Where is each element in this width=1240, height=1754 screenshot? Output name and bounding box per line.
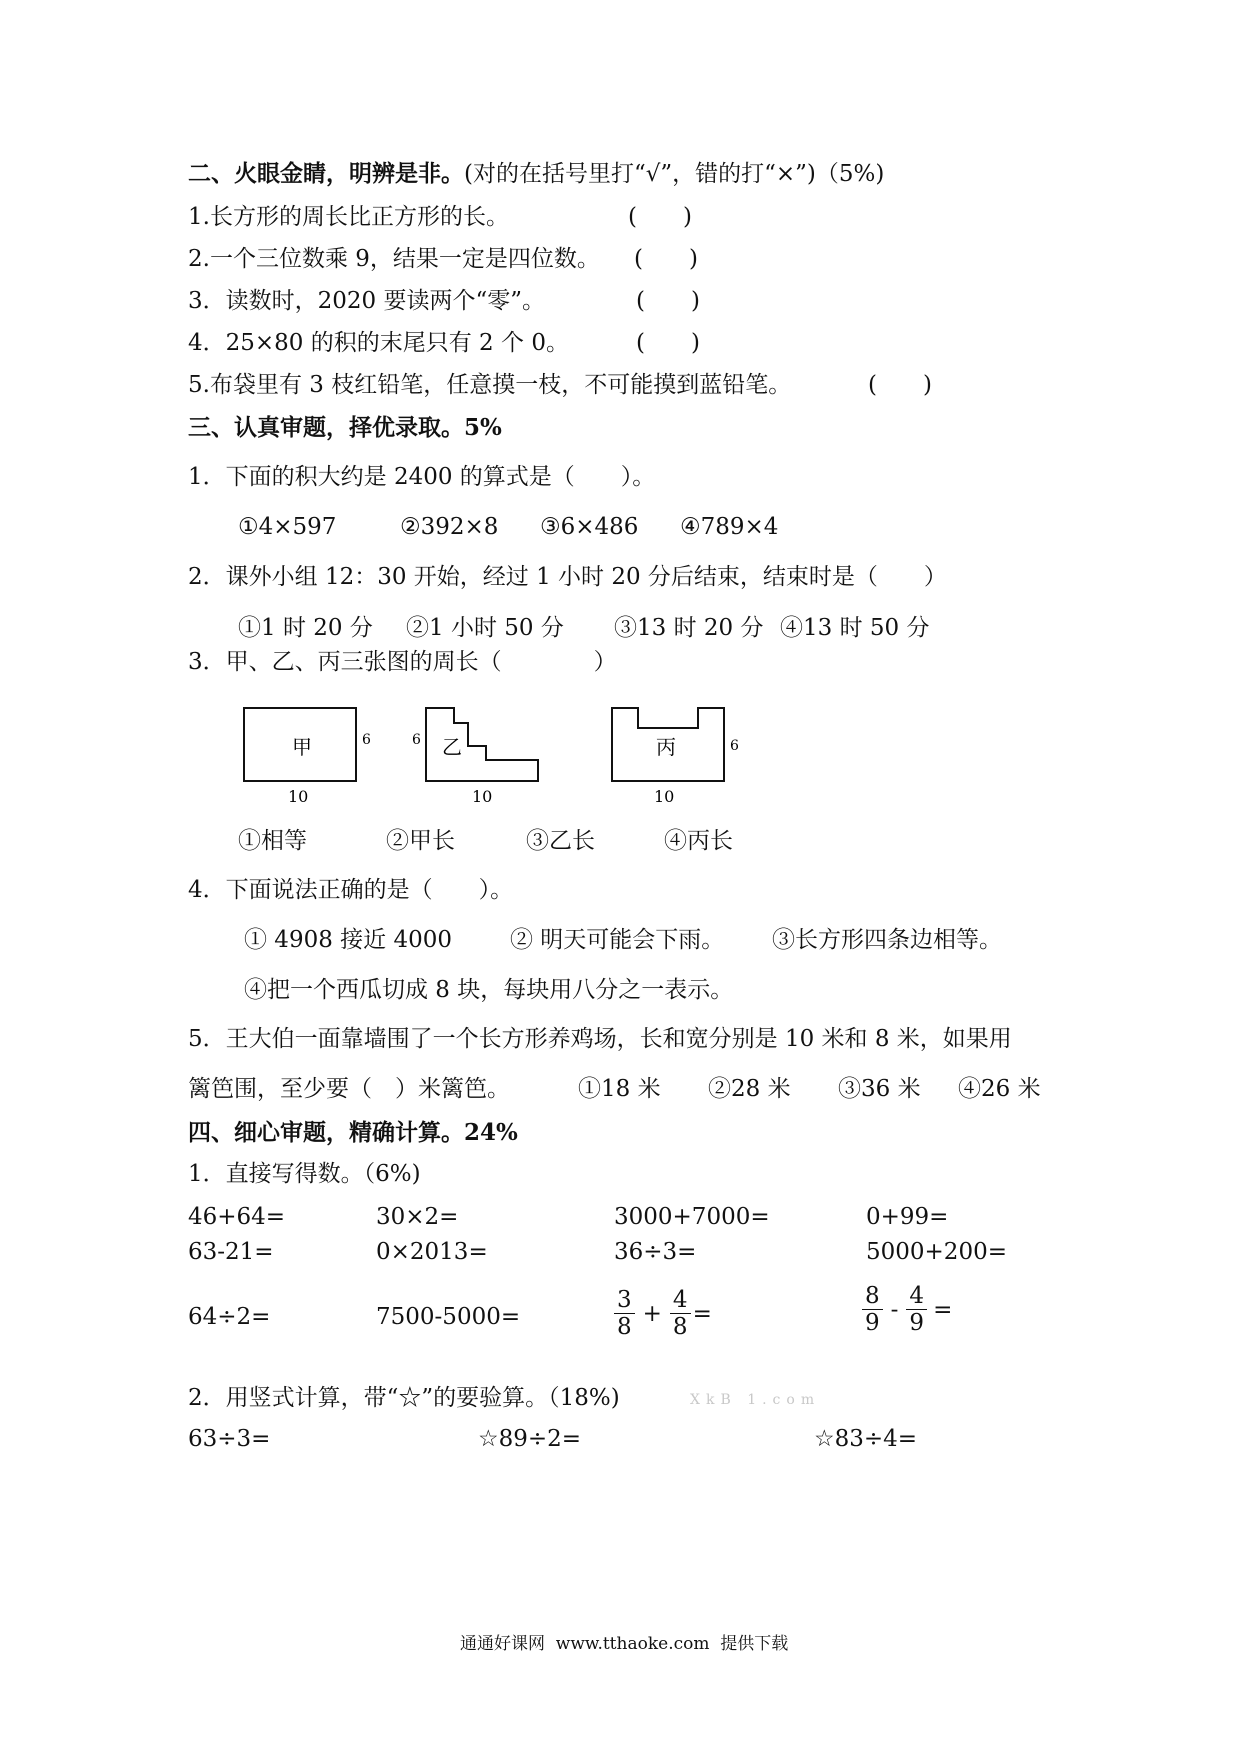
- fraction-b-1: $\frac{8}{9}$: [862, 1284, 883, 1335]
- tf-item-1: 1.长方形的周长比正方形的长。: [188, 204, 509, 230]
- calc-part-2-title: 2．用竖式计算，带“☆”的要验算。（18%): [188, 1385, 620, 1411]
- mc-q4-option-2: ② 明天可能会下雨。: [510, 927, 725, 953]
- section-2-heading: [188, 160, 884, 188]
- section-2-note: (对的在括号里打“√”，错的打“×”)（5%): [464, 161, 885, 187]
- mc-q3-stem: 3．甲、乙、丙三张图的周长（ ）: [188, 649, 617, 675]
- calc-part-1-title: 1．直接写得数。（6%): [188, 1161, 421, 1187]
- tf-blank-3: ( ): [636, 288, 700, 314]
- mc-q5-option-4: ④26 米: [958, 1076, 1041, 1102]
- vertical-calc-1: 63÷3=: [188, 1426, 271, 1452]
- calc-fraction-sum: $\frac{3}{8}$ + $\frac{4}{8}$ =: [614, 1288, 720, 1339]
- mc-q3-option-2: ②甲长: [386, 828, 455, 854]
- mc-q2-option-2: ②1 小时 50 分: [406, 615, 564, 641]
- mc-q2-option-3: ③13 时 20 分: [614, 615, 764, 641]
- figure-jia: [230, 700, 380, 816]
- watermark: XkB 1.com: [690, 1392, 821, 1408]
- mc-q4-option-4: ④把一个西瓜切成 8 块，每块用八分之一表示。: [244, 977, 734, 1003]
- figure-yi-label: 乙: [442, 735, 462, 759]
- mc-q4-stem: 4．下面说法正确的是（ ）。: [188, 877, 514, 903]
- mc-q3-option-3: ③乙长: [526, 828, 595, 854]
- mc-q1-option-3: ③6×486: [540, 514, 639, 540]
- mc-q3-option-1: ①相等: [238, 828, 307, 854]
- mc-q1-option-4: ④789×4: [680, 514, 779, 540]
- mc-q5-option-3: ③36 米: [838, 1076, 921, 1102]
- figure-jia-width: 10: [288, 787, 309, 806]
- mc-q5-option-2: ②28 米: [708, 1076, 791, 1102]
- calc-r2-c4: 5000+200=: [866, 1239, 1007, 1265]
- figure-yi-svg: [408, 700, 558, 810]
- mc-q4-option-1: ① 4908 接近 4000: [244, 927, 452, 953]
- calc-r2-c2: 0×2013=: [376, 1239, 488, 1265]
- calc-r1-c2: 30×2=: [376, 1204, 459, 1230]
- mc-q1-stem: 1．下面的积大约是 2400 的算式是（ ）。: [188, 464, 656, 490]
- vertical-calc-3: ☆83÷4=: [814, 1426, 918, 1452]
- fraction-b-2: $\frac{4}{9}$: [906, 1284, 927, 1335]
- figure-jia-label: 甲: [292, 735, 312, 759]
- mc-q1-option-2: ②392×8: [400, 514, 499, 540]
- page-footer: 通通好课网 www.tthaoke.com 提供下载: [460, 1634, 789, 1654]
- figure-yi: [408, 700, 558, 816]
- calc-r3-c2: 7500-5000=: [376, 1304, 521, 1330]
- section-4-title: 四、细心审题，精确计算。24%: [188, 1119, 518, 1146]
- tf-item-4: 4．25×80 的积的末尾只有 2 个 0。: [188, 330, 569, 356]
- tf-blank-4: ( ): [636, 330, 700, 356]
- mc-q1-option-1: ①4×597: [238, 514, 337, 540]
- figure-bing: [600, 700, 750, 816]
- figure-jia-svg: [230, 700, 380, 810]
- figure-bing-svg: [600, 700, 750, 810]
- vertical-calc-2: ☆89÷2=: [478, 1426, 582, 1452]
- figure-bing-width: 10: [654, 787, 675, 806]
- mc-q3-option-4: ④丙长: [664, 828, 733, 854]
- calc-r1-c3: 3000+7000=: [614, 1204, 770, 1230]
- section-2-title: 二、火眼金睛，明辨是非。: [188, 160, 464, 187]
- mc-q4-option-3: ③长方形四条边相等。: [772, 927, 1002, 953]
- tf-blank-1: ( ): [628, 204, 692, 230]
- section-3-title: 三、认真审题，择优录取。5%: [188, 414, 502, 441]
- calc-r1-c4: 0+99=: [866, 1204, 949, 1230]
- calc-r3-c1: 64÷2=: [188, 1304, 271, 1330]
- mc-q2-stem: 2．课外小组 12：30 开始，经过 1 小时 20 分后结束，结束时是（ ）: [188, 564, 947, 590]
- tf-item-5: 5.布袋里有 3 枝红铅笔，任意摸一枝，不可能摸到蓝铅笔。: [188, 372, 792, 398]
- mc-q5-stem-line2: 篱笆围，至少要（ ）米篱笆。: [188, 1076, 510, 1102]
- mc-q5-option-1: ①18 米: [578, 1076, 661, 1102]
- figure-jia-height: 6: [362, 732, 371, 748]
- calc-r2-c1: 63-21=: [188, 1239, 274, 1265]
- tf-item-2: 2.一个三位数乘 9，结果一定是四位数。: [188, 246, 600, 272]
- mc-q2-option-4: ④13 时 50 分: [780, 615, 930, 641]
- figure-yi-width: 10: [472, 787, 493, 806]
- tf-blank-2: ( ): [634, 246, 698, 272]
- figure-bing-label: 丙: [656, 735, 676, 759]
- figure-bing-height: 6: [730, 738, 739, 754]
- tf-item-3: 3．读数时，2020 要读两个“零”。: [188, 288, 545, 314]
- calc-r2-c3: 36÷3=: [614, 1239, 697, 1265]
- figure-yi-height: 6: [412, 732, 421, 748]
- tf-blank-5: ( ): [868, 372, 932, 398]
- mc-q2-option-1: ①1 时 20 分: [238, 615, 373, 641]
- calc-fraction-diff: $\frac{8}{9}$ - $\frac{4}{9}$ =: [862, 1284, 960, 1335]
- fraction-a-2: $\frac{4}{8}$: [670, 1288, 691, 1339]
- calc-r1-c1: 46+64=: [188, 1204, 286, 1230]
- fraction-a-1: $\frac{3}{8}$: [614, 1288, 635, 1339]
- mc-q5-stem-line1: 5．王大伯一面靠墙围了一个长方形养鸡场，长和宽分别是 10 米和 8 米，如果用: [188, 1026, 1012, 1052]
